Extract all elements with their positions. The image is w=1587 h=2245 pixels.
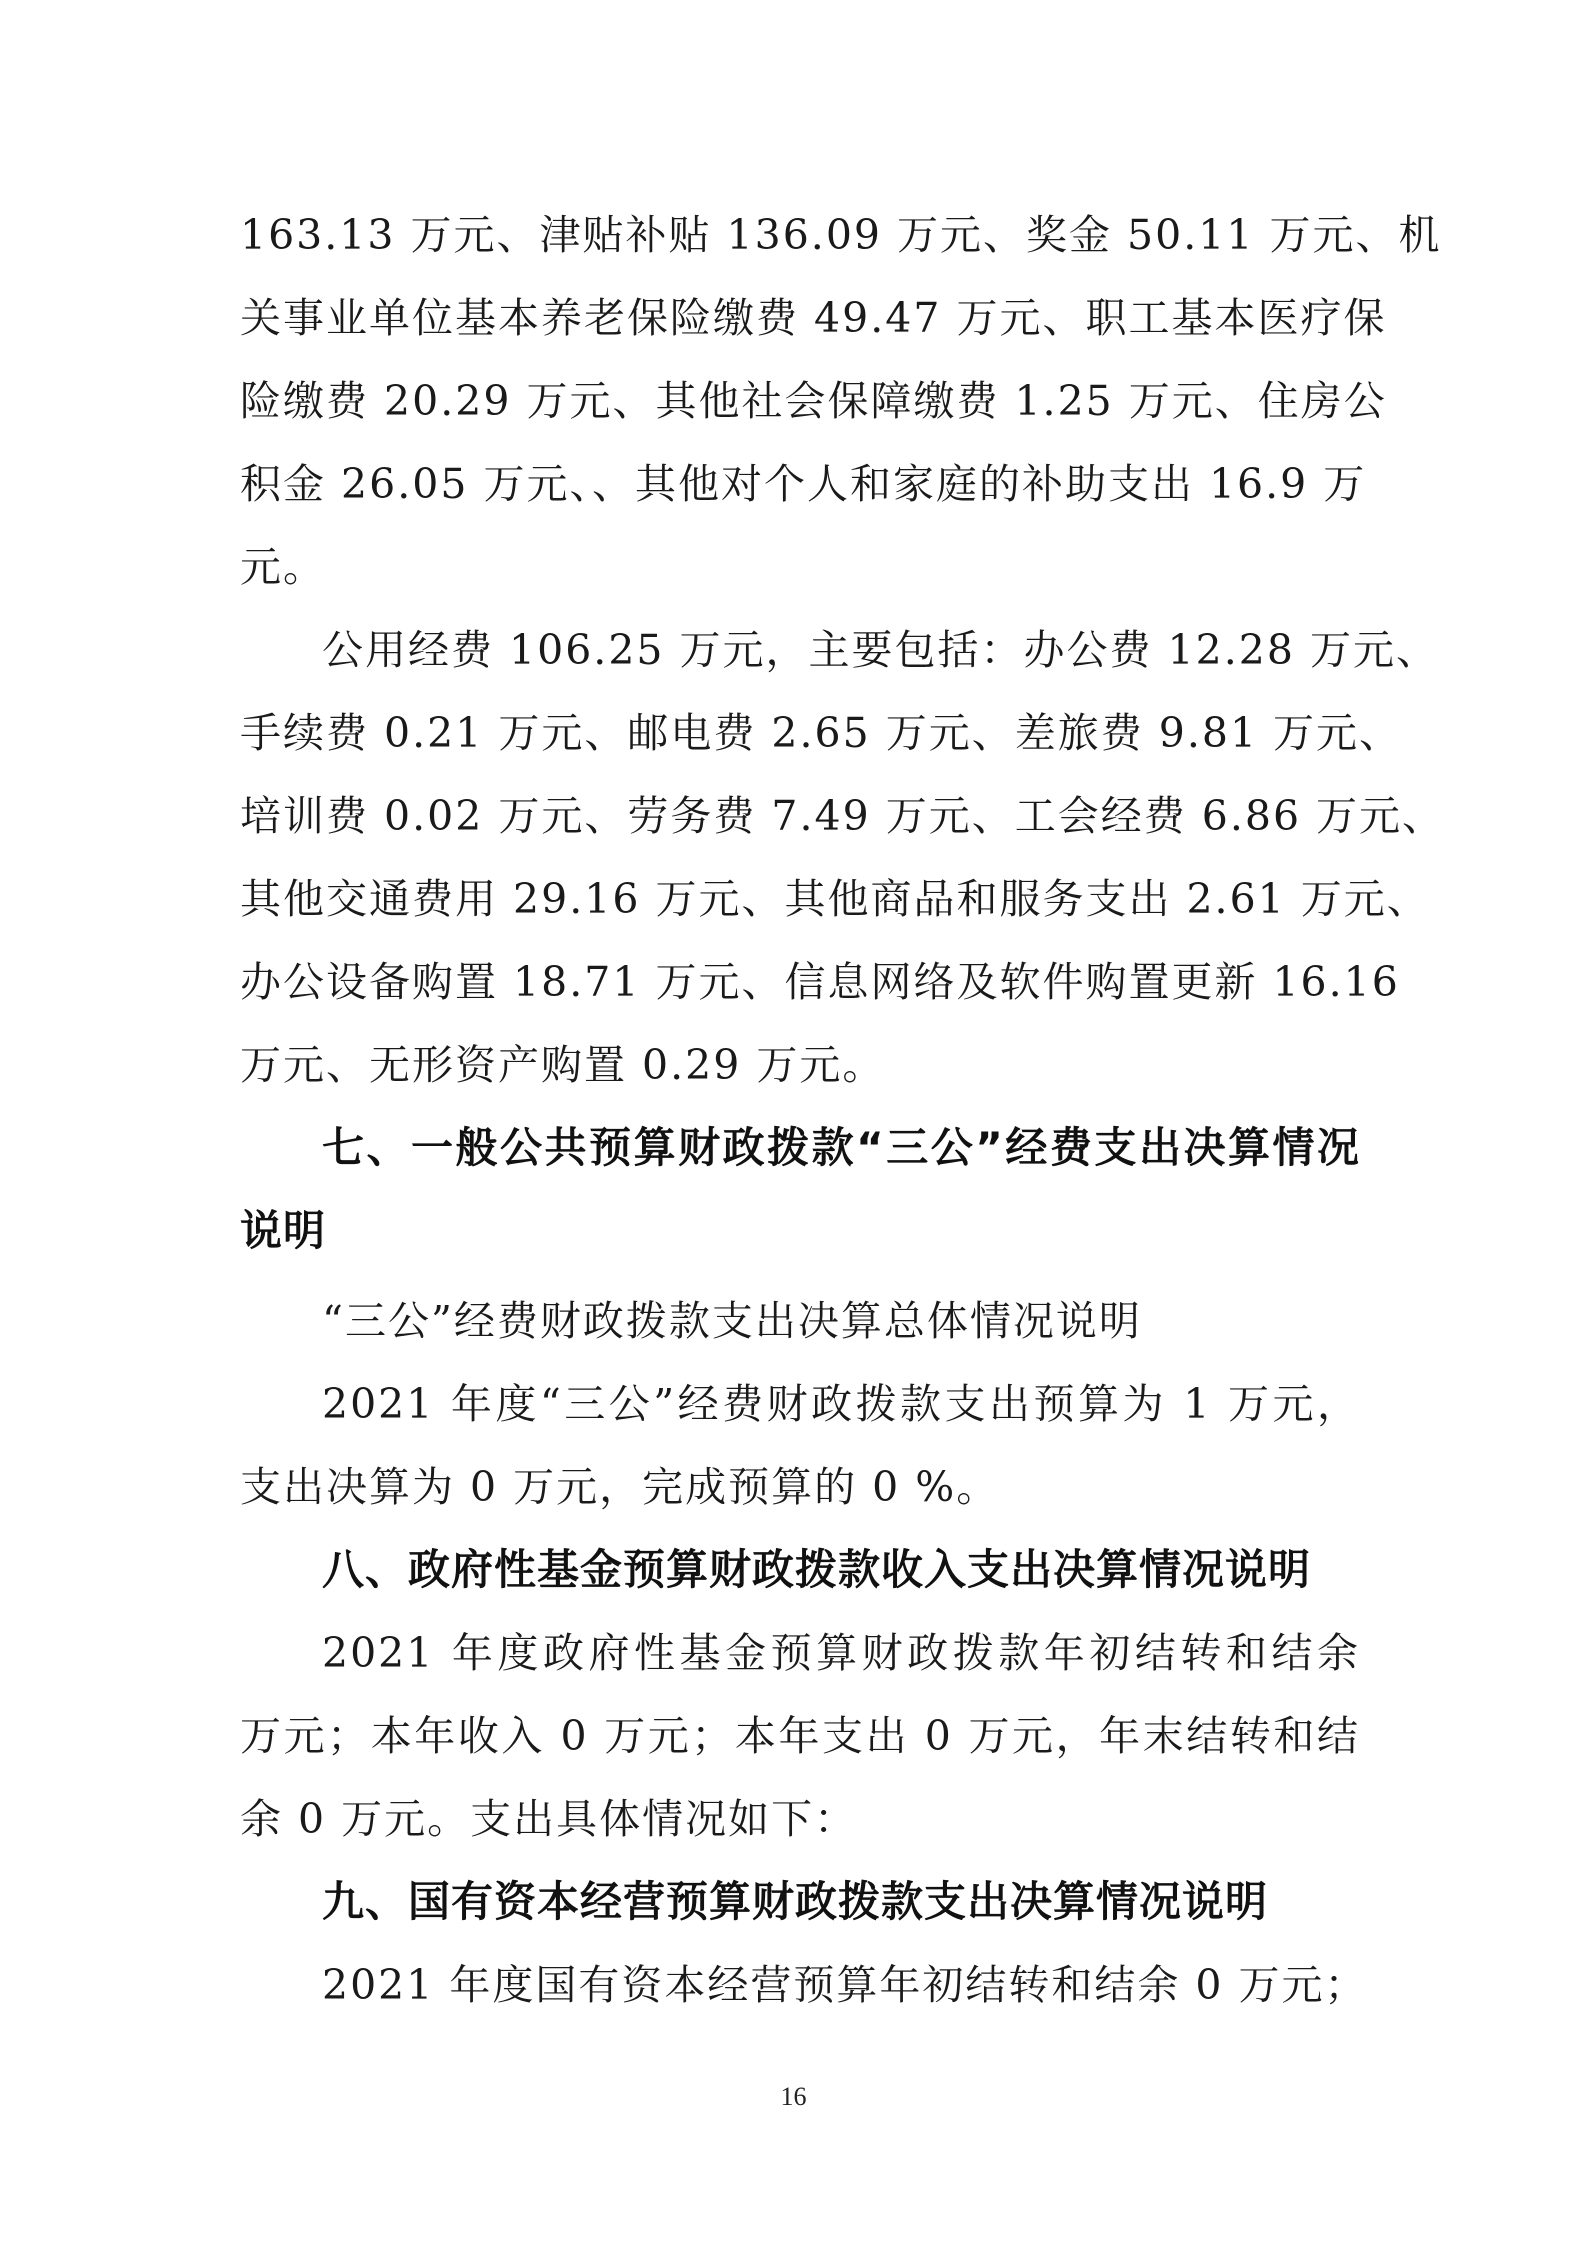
section-heading: 九、国有资本经营预算财政拨款支出决算情况说明 [322, 1877, 1269, 1926]
body-text-line: 办公设备购置 18.71 万元、信息网络及软件购置更新 16.16 [240, 958, 1400, 1006]
body-text-line: 积金 26.05 万元、、其他对个人和家庭的补助支出 16.9 万 [240, 460, 1367, 508]
page-number: 16 [780, 2082, 807, 2111]
body-text-line: 163.13 万元、津贴补贴 136.09 万元、奖金 50.11 万元、机 [240, 211, 1442, 259]
body-text-line: 其他交通费用 29.16 万元、其他商品和服务支出 2.61 万元、 [240, 875, 1430, 923]
body-text-line: 公用经费 106.25 万元，主要包括：办公费 12.28 万元、 [322, 626, 1439, 674]
body-text-line: 元。 [240, 543, 326, 591]
body-text-line: 手续费 0.21 万元、邮电费 2.65 万元、差旅费 9.81 万元、 [240, 709, 1403, 757]
body-text-line: 余 0 万元。支出具体情况如下： [240, 1795, 858, 1843]
body-text-line: 2021 年度国有资本经营预算年初结转和结余 0 万元； [322, 1961, 1368, 2009]
body-text-line: 2021 年度“三公”经费财政拨款支出预算为 1 万元， [322, 1380, 1360, 1428]
section-heading: 八、政府性基金预算财政拨款收入支出决算情况说明 [322, 1545, 1312, 1594]
body-text-line: 培训费 0.02 万元、劳务费 7.49 万元、工会经费 6.86 万元、 [240, 792, 1446, 840]
body-text-line: 关事业单位基本养老保险缴费 49.47 万元、职工基本医疗保 [240, 294, 1387, 342]
body-text-line: 险缴费 20.29 万元、其他社会保障缴费 1.25 万元、住房公 [240, 377, 1387, 425]
body-text-line: 支出决算为 0 万元，完成预算的 0 %。 [240, 1463, 1000, 1511]
subsection-heading: “三公”经费财政拨款支出决算总体情况说明 [322, 1297, 1142, 1345]
body-text-line: 万元；本年收入 0 万元；本年支出 0 万元，年末结转和结 [240, 1712, 1360, 1760]
section-heading: 七、一般公共预算财政拨款“三公”经费支出决算情况 [322, 1123, 1360, 1172]
body-text-line: 2021 年度政府性基金预算财政拨款年初结转和结余 [322, 1629, 1360, 1677]
section-heading: 说明 [240, 1206, 327, 1255]
body-text-line: 万元、无形资产购置 0.29 万元。 [240, 1041, 886, 1089]
